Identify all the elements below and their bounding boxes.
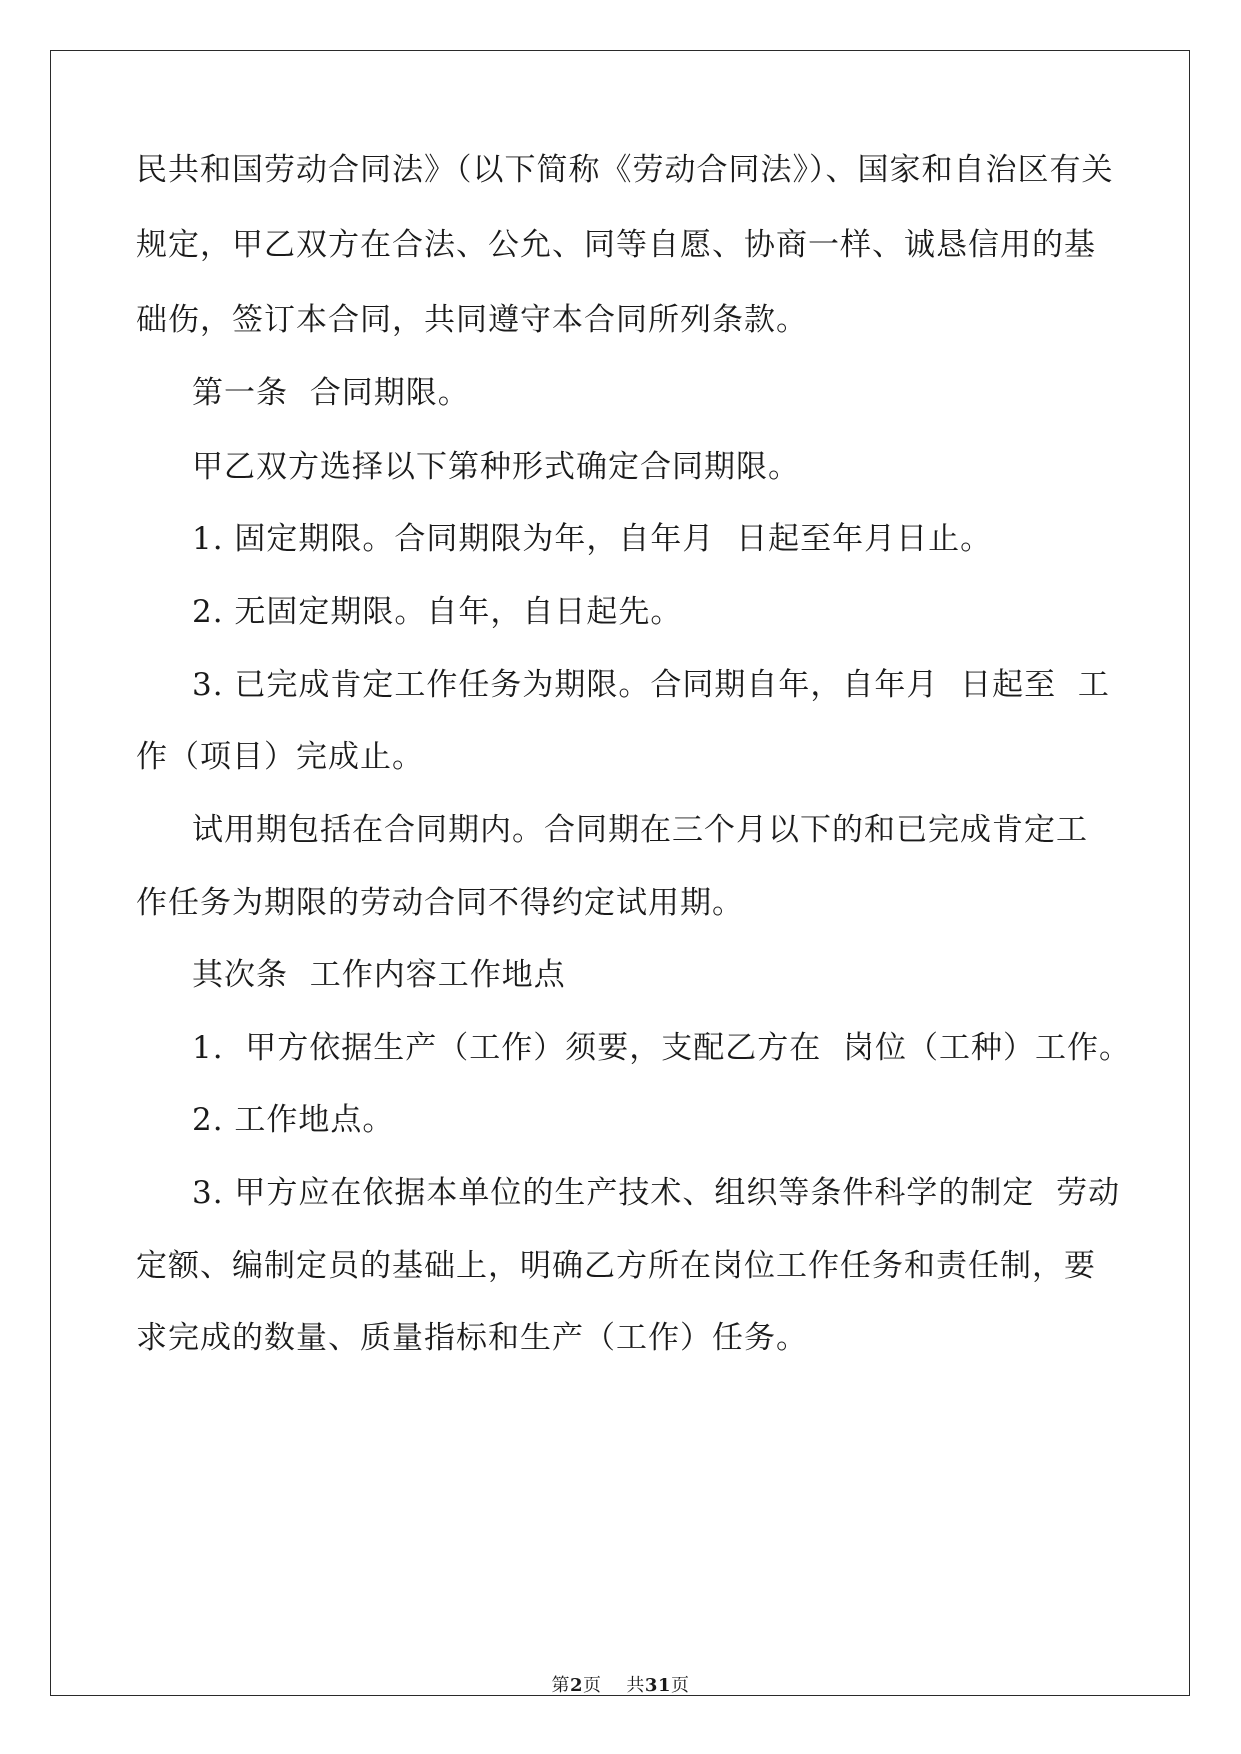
footer-prefix: 第 [551, 1675, 570, 1696]
list-item: 1. 甲方依据生产（工作）须要，支配乙方在 岗位（工种）工作。 [192, 1030, 1131, 1066]
footer-total-prefix: 共 [626, 1675, 645, 1696]
footer-page-suffix: 页 [583, 1675, 602, 1696]
list-item: 3. 甲方应在依据本单位的生产技术、组织等条件科学的制定 劳动 [192, 1175, 1121, 1211]
list-item: 1. 固定期限。合同期限为年，自年月 日起至年月日止。 [192, 521, 993, 557]
page-footer [0, 1674, 1241, 1698]
body-line: 甲乙双方选择以下第种形式确定合同期限。 [192, 449, 800, 485]
total-pages-number: 31 [644, 1675, 671, 1696]
page-border [50, 50, 1190, 1696]
body-line: 作任务为期限的劳动合同不得约定试用期。 [136, 885, 744, 921]
body-line: 定额、编制定员的基础上，明确乙方所在岗位工作任务和责任制，要 [136, 1248, 1096, 1284]
body-line: 民共和国劳动合同法》（以下简称《劳动合同法》）、国家和自治区有关 [136, 152, 1114, 188]
body-line: 规定，甲乙双方在合法、公允、同等自愿、协商一样、诚恳信用的基 [136, 227, 1096, 263]
list-item: 3. 已完成肯定工作任务为期限。合同期自年，自年月 日起至 工 [192, 667, 1110, 703]
list-item: 2. 无固定期限。自年，自日起先。 [192, 594, 683, 630]
body-line: 础伤，签订本合同，共同遵守本合同所列条款。 [136, 302, 808, 338]
section-heading: 其次条 工作内容工作地点 [192, 957, 566, 993]
body-line: 求完成的数量、质量指标和生产（工作）任务。 [136, 1320, 808, 1356]
body-line: 试用期包括在合同期内。合同期在三个月以下的和已完成肯定工 [192, 812, 1088, 848]
body-line: 作（项目）完成止。 [136, 739, 424, 775]
current-page-number: 2 [570, 1675, 584, 1696]
section-heading: 第一条 合同期限。 [192, 375, 470, 411]
list-item: 2. 工作地点。 [192, 1102, 395, 1138]
footer-total-suffix: 页 [670, 1675, 690, 1696]
